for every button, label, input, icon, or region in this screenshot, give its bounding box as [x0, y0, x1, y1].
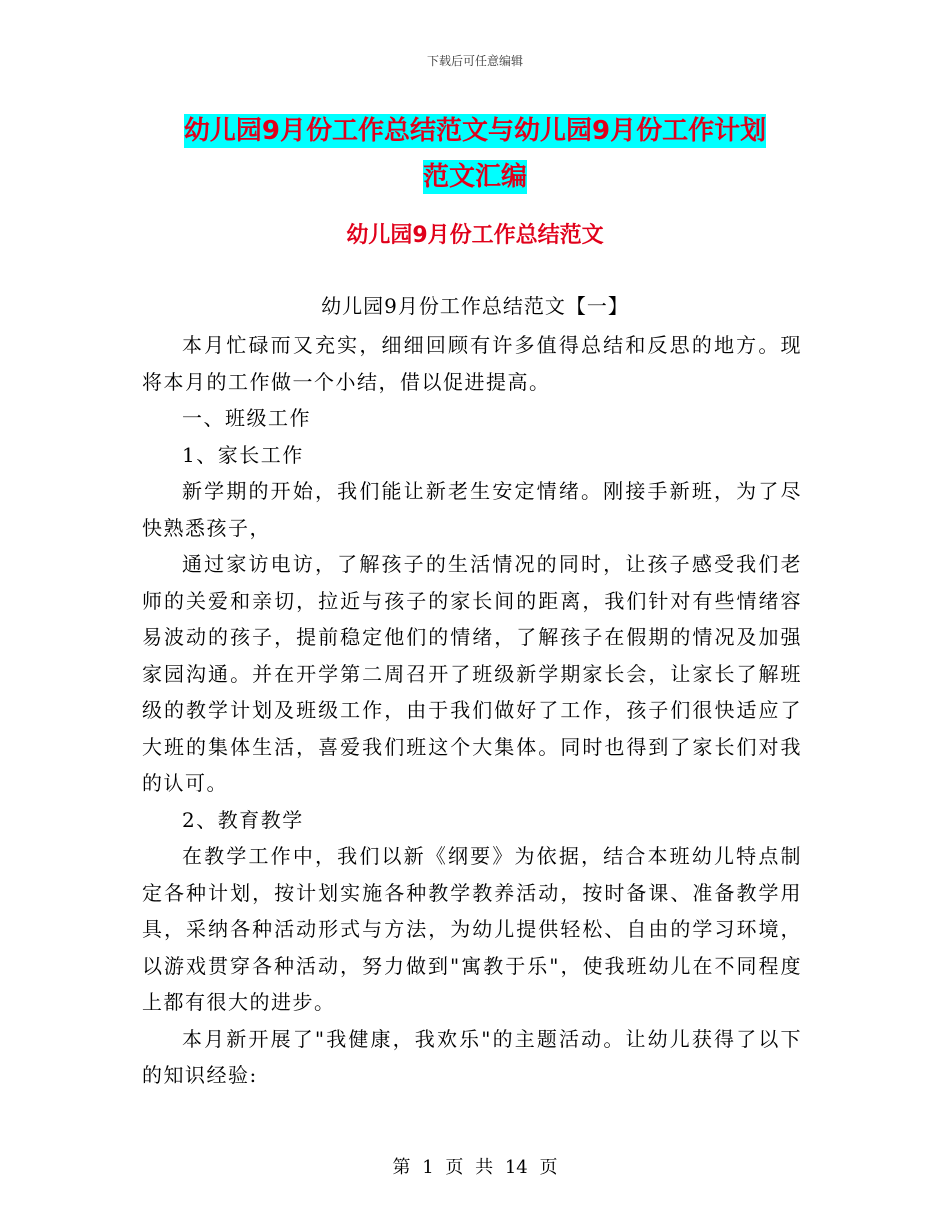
paragraph: 新学期的开始，我们能让新老生安定情绪。刚接手新班，为了尽快熟悉孩子，	[142, 479, 802, 540]
document-title	[140, 108, 810, 200]
document-body	[142, 327, 802, 1094]
paragraph: 一、班级工作	[182, 406, 311, 430]
document-title-line-2: 范文汇编	[422, 162, 527, 192]
section-title: 幼儿园9月份工作总结范文	[346, 223, 604, 248]
document-title-line-1: 幼儿园9月份工作总结范文与幼儿园9月份工作计划	[183, 116, 767, 146]
paragraph: 2、教育教学	[182, 807, 304, 832]
paragraph: 1、家长工作	[182, 442, 304, 467]
paragraph: 在教学工作中，我们以新《纲要》为依据，结合本班幼儿特点制定各种计划，按计划实施各种教学教养活动，按时备课、准备教学用具，采纳各种活动形式与方法，为幼儿提供轻松、自由的学习环境，以游戏贯穿各种活动，努力做到"寓教于乐"，使我班幼儿在不同程度上都有很大的进步。	[142, 844, 802, 1014]
paragraph: 本月忙碌而又充实，细细回顾有许多值得总结和反思的地方。现将本月的工作做一个小结，借以促进提高。	[142, 333, 802, 394]
paragraph: 本月新开展了"我健康，我欢乐"的主题活动。让幼儿获得了以下的知识经验:	[142, 1026, 802, 1087]
page-footer: 第 1 页 共 14 页	[392, 1157, 558, 1178]
page-header-note: 下载后可任意编辑	[426, 54, 523, 68]
paragraph: 通过家访电访，了解孩子的生活情况的同时，让孩子感受我们老师的关爱和亲切，拉近与孩子的家长间的距离，我们针对有些情绪容易波动的孩子，提前稳定他们的情绪，了解孩子在假期的情况及加强家园沟通。并在开学第二周召开了班级新学期家长会，让家长了解班级的教学计划及班级工作，由于我们做好了工作，孩子们很快适应了大班的集体生活，喜爱我们班这个大集体。同时也得到了家长们对我的认可。	[142, 552, 802, 795]
section-subtitle: 幼儿园9月份工作总结范文【一】	[321, 294, 629, 318]
